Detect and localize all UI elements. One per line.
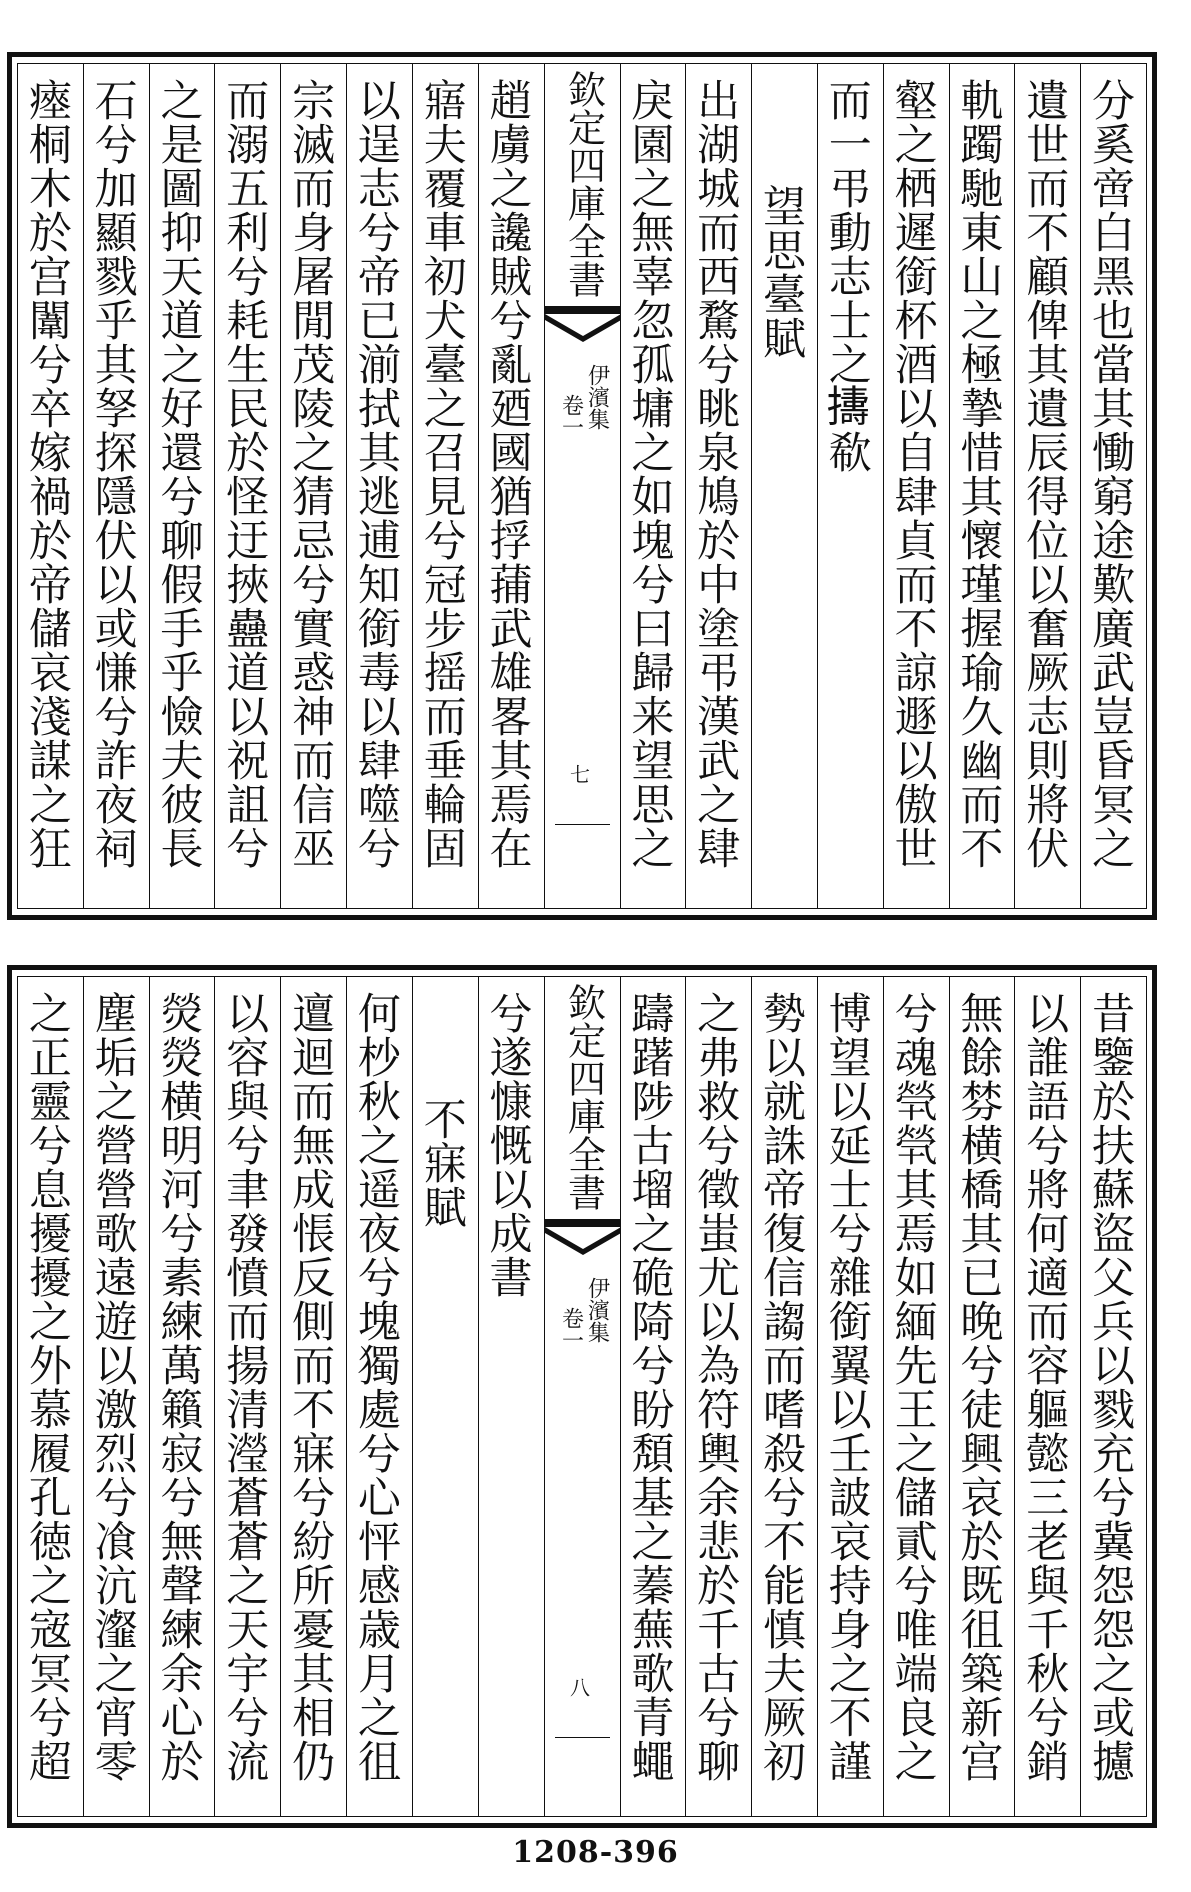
volume-label: 卷一 xyxy=(558,394,584,438)
text-column: 熒熒横明河兮素練萬籟寂兮無聲練余心於 xyxy=(149,977,215,1816)
page-number: 1208-396 xyxy=(512,1835,679,1870)
collection-name: 伊濱集 xyxy=(584,364,610,430)
collection-name: 伊濱集 xyxy=(584,1277,610,1343)
fish-tail-ornament-icon xyxy=(545,1219,620,1259)
book-title: 欽定四庫全書 xyxy=(561,983,606,1211)
section-title: 不寐賦 xyxy=(412,977,478,1816)
lower-page-frame xyxy=(7,965,1157,1828)
folio-rule xyxy=(555,824,610,825)
text-column: 無餘棼横橋其已晚兮徒興哀於既徂築新宫 xyxy=(949,977,1015,1816)
text-column: 軌躅馳東山之極摯惜其懷瑾握瑜久幽而不 xyxy=(949,64,1015,908)
text-column: 寤夫覆車初犬臺之召見兮冠步摇而垂輪固 xyxy=(412,64,478,908)
text-column: 博望以延士兮雜銜翼以壬詖哀持身之不謹 xyxy=(817,977,883,1816)
text-column: 之是圖抑天道之好還兮聊假手乎憸夫彼長 xyxy=(149,64,215,908)
text-column: 以容與兮聿發憤而揚清瀅蒼蒼之天宇兮流 xyxy=(214,977,280,1816)
text-column: 宗滅而身屠閒茂陵之猜忌兮實惑神而信巫 xyxy=(280,64,346,908)
text-column: 石兮加顯戮乎其孥探隱伏以或慊兮詐夜祠 xyxy=(83,64,149,908)
text-column: 出湖城而西騖兮眺泉鳩於中塗弔漢武之肆 xyxy=(685,64,751,908)
text-column: 趙虜之讒賊兮亂廼國猶捊蒱武雄畧其焉在 xyxy=(478,64,544,908)
center-margin xyxy=(544,64,620,908)
section-title: 望思臺賦 xyxy=(751,64,817,908)
text-column: 以誰語兮將何適而容軀懿三老與千秋兮銷 xyxy=(1014,977,1080,1816)
folio-number: 八 xyxy=(566,1677,591,1697)
text-column: 之弗救兮徵蚩尤以為符輿余悲於千古兮聊 xyxy=(685,977,751,1816)
volume-label: 卷一 xyxy=(558,1307,584,1351)
folio-rule xyxy=(555,1737,610,1738)
upper-text-block xyxy=(17,63,1147,909)
text-column: 壑之栖遲銜杯酒以自肆貞而不諒遯以傲世 xyxy=(883,64,949,908)
upper-page-frame xyxy=(7,52,1157,920)
text-column: 之正靈兮息擾擾之外慕履孔徳之宼冥兮超 xyxy=(21,991,72,1783)
center-margin xyxy=(544,977,620,1816)
folio-number: 七 xyxy=(566,764,591,784)
text-column: 戾園之無辜忽孤墉之如塊兮曰歸来望思之 xyxy=(620,64,686,908)
text-column: 躊躇陟古塯之硊陭兮盼頽基之蓁蕪歌青蠅 xyxy=(620,977,686,1816)
text-column: 昔鑒於扶蘇盜父兵以戮充兮冀怨怨之或攄 xyxy=(1080,977,1146,1816)
fish-tail-ornament-icon xyxy=(545,306,620,346)
text-column: 勢以就誅帝復信謅而嗜殺兮不能慎夫厥初 xyxy=(751,977,817,1816)
text-column: 以逞志兮帝已湔拭其逃逋知銜毒以肆噬兮 xyxy=(346,64,412,908)
text-column: 何杪秋之遥夜兮塊獨處兮心怦感歳月之徂 xyxy=(346,977,412,1816)
text-column: 遺世而不顧俾其遺辰得位以奮厥志則將伏 xyxy=(1014,64,1080,908)
text-column: 塵垢之營營歌遠遊以激烈兮飡沆瀣之宵零 xyxy=(83,977,149,1816)
text-column: 瘞桐木於宫闈兮卒嫁禍於帝儲哀淺謀之狂 xyxy=(21,78,72,870)
book-title: 欽定四庫全書 xyxy=(561,70,606,298)
text-column: 邅迴而無成悵反側而不寐兮紛所憂其相仍 xyxy=(280,977,346,1816)
lower-text-block xyxy=(17,976,1147,1817)
text-column: 兮遂慷慨以成書 xyxy=(478,977,544,1816)
text-column: 分奚啻白黑也當其慟窮途歎廣武豈昏冥之 xyxy=(1080,64,1146,908)
text-column: 而一弔動志士之𢷬欷 xyxy=(817,64,883,908)
text-column: 而溺五利兮耗生民於怪迂挾蠱道以祝詛兮 xyxy=(214,64,280,908)
text-column: 兮魂煢煢其焉如緬先王之儲貳兮唯端良之 xyxy=(883,977,949,1816)
